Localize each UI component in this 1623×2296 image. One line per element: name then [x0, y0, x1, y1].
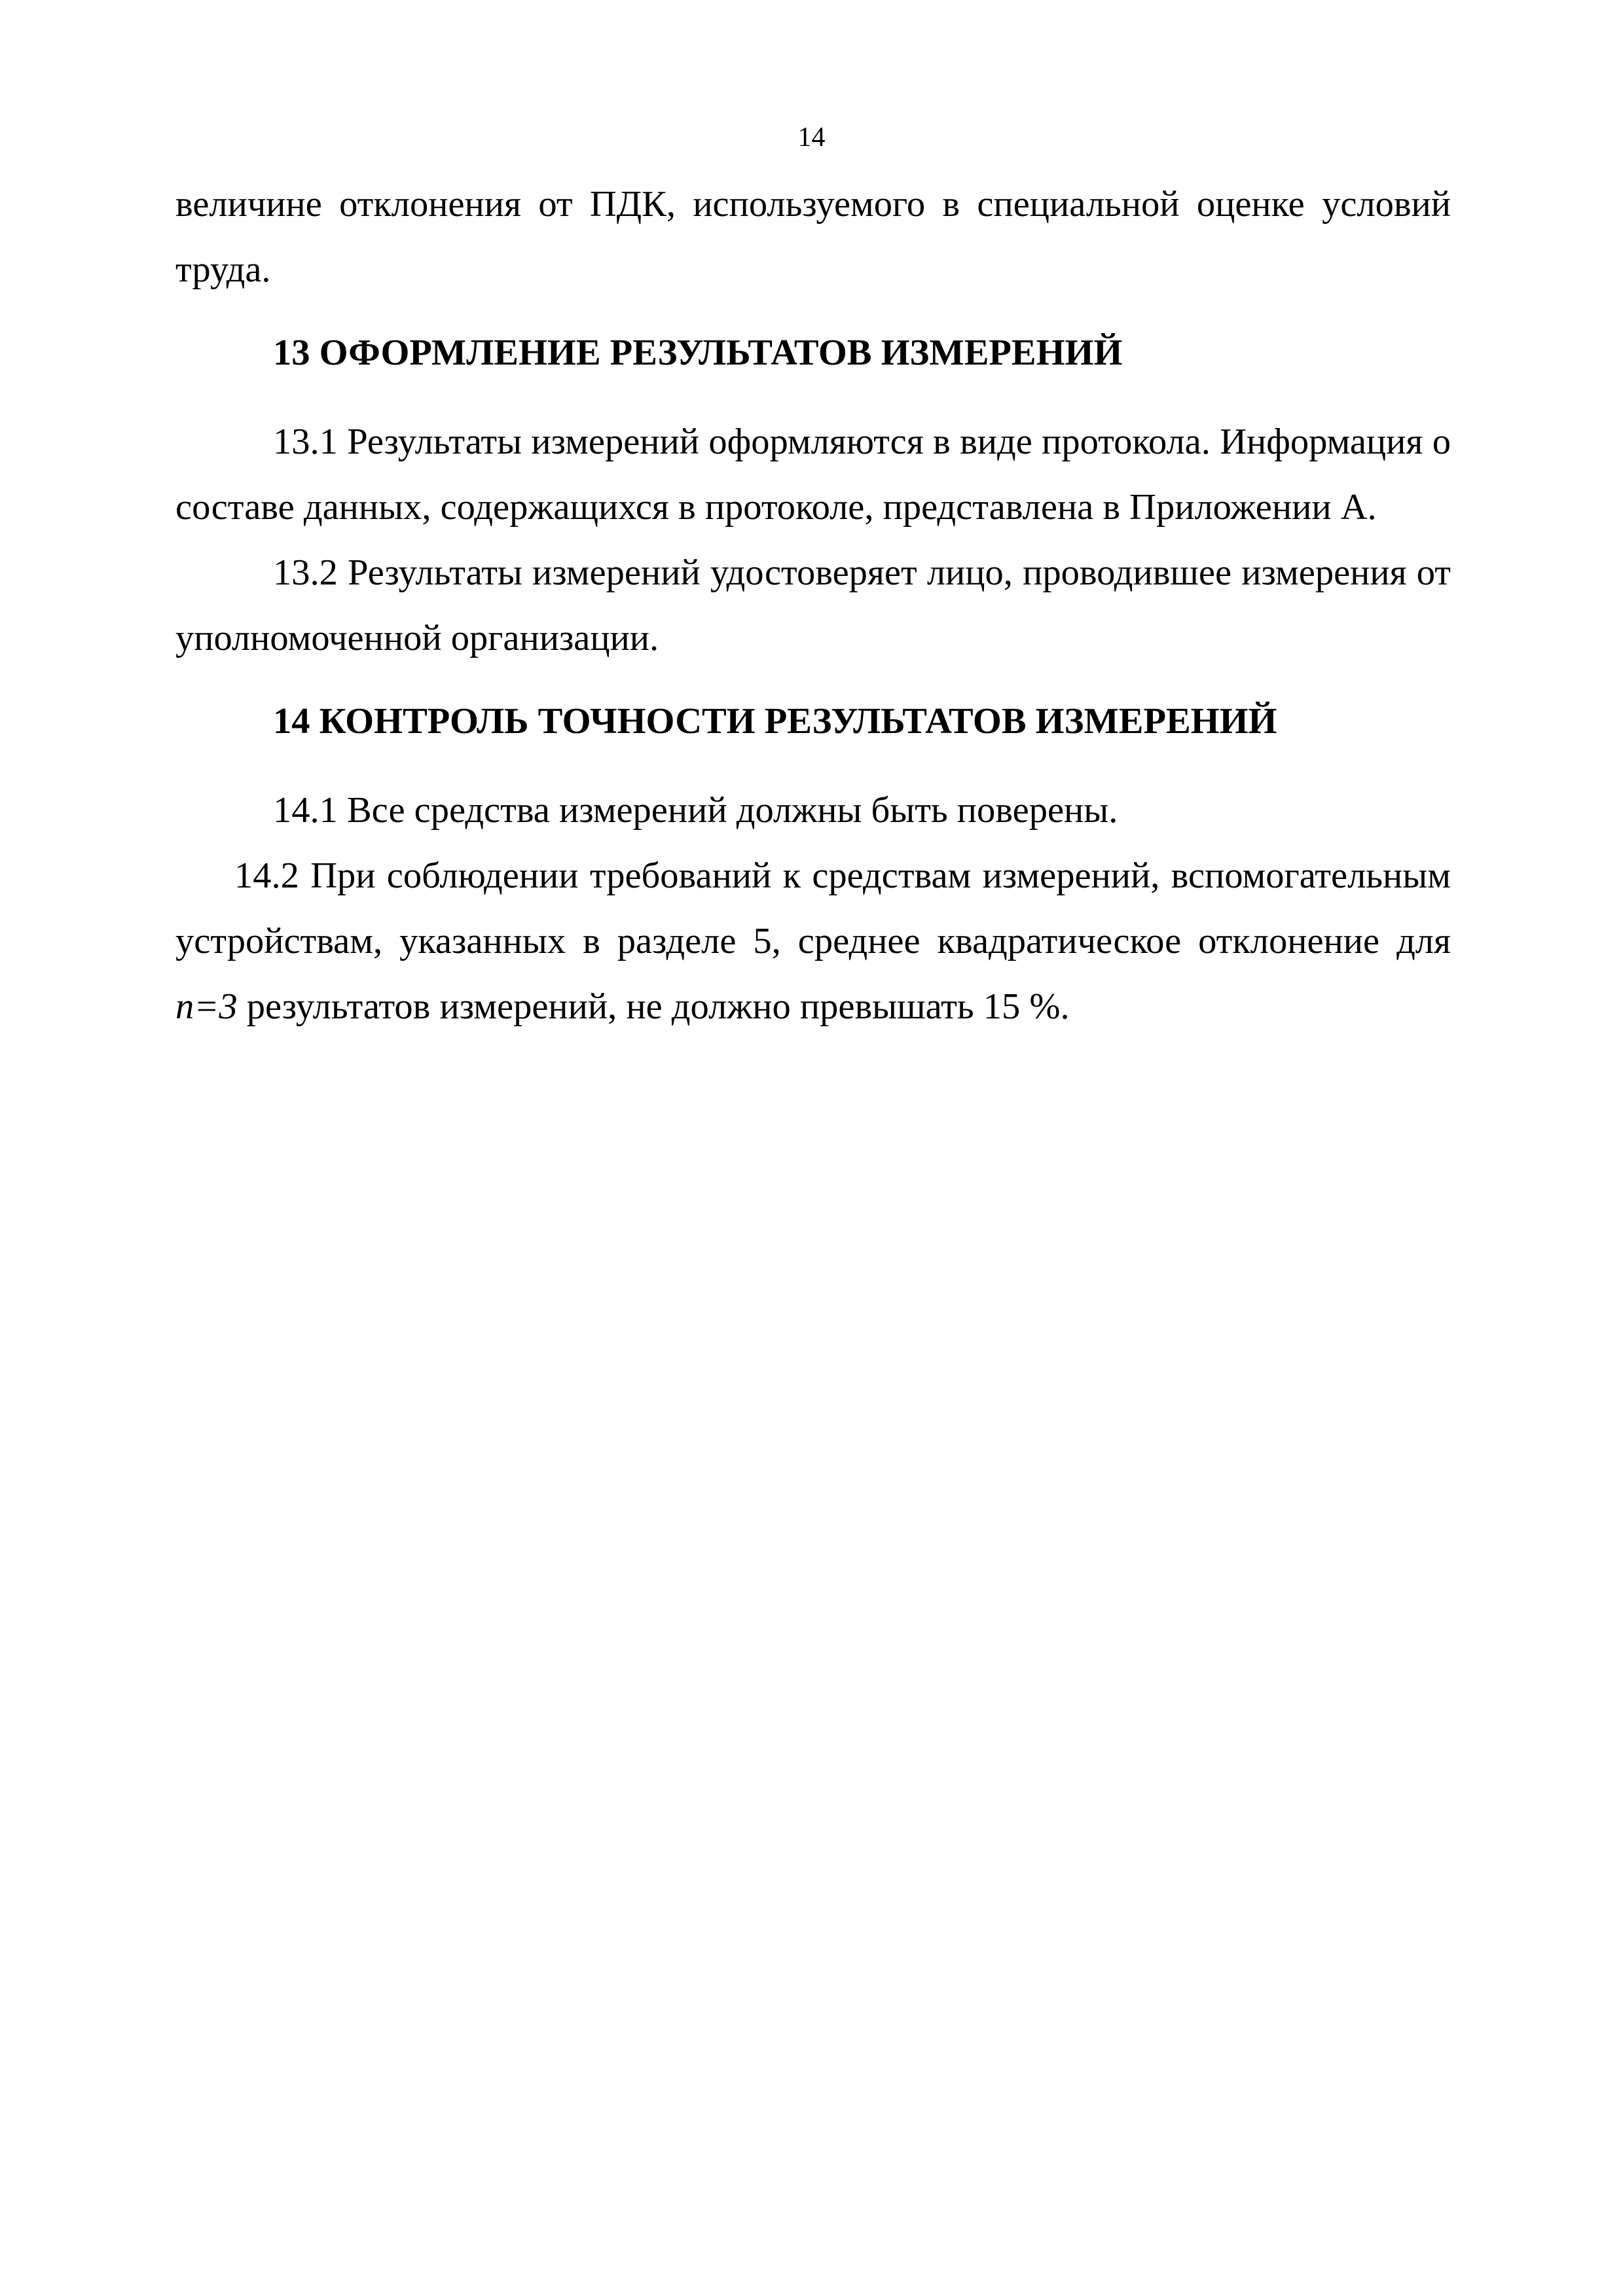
section-13-heading: 13 ОФОРМЛЕНИЕ РЕЗУЛЬТАТОВ ИЗМЕРЕНИЙ — [273, 332, 1123, 373]
section-14-heading: 14 КОНТРОЛЬ ТОЧНОСТИ РЕЗУЛЬТАТОВ ИЗМЕРЕНИЙ — [273, 701, 1277, 742]
paragraph-14-2-text-start: 14.2 При соблюдении требований к средствам измерений, вспомогательным устройствам, указанных в разделе 5, среднее квадратическое отклонение для — [175, 855, 1451, 961]
intro-paragraph: величине отклонения от ПДК, используемого в специальной оценке условий труда. — [175, 184, 1451, 290]
paragraph-13-1: 13.1 Результаты измерений оформляются в виде протокола. Информация о составе данных, содержащихся в протоколе, представлена в Приложении А. — [175, 422, 1451, 528]
paragraph-14-2 — [175, 843, 1451, 1039]
page-number: 14 — [797, 122, 826, 152]
page-content — [175, 171, 1451, 1039]
paragraph-13-2: 13.2 Результаты измерений удостоверяет лицо, проводившее измерения от уполномоченной организации. — [175, 552, 1451, 658]
formula-n-equals-3: n=3 — [175, 986, 238, 1027]
paragraph-14-1: 14.1 Все средства измерений должны быть поверены. — [273, 790, 1118, 831]
paragraph-14-2-text-end: результатов измерений, не должно превышать 15 %. — [246, 986, 1070, 1027]
